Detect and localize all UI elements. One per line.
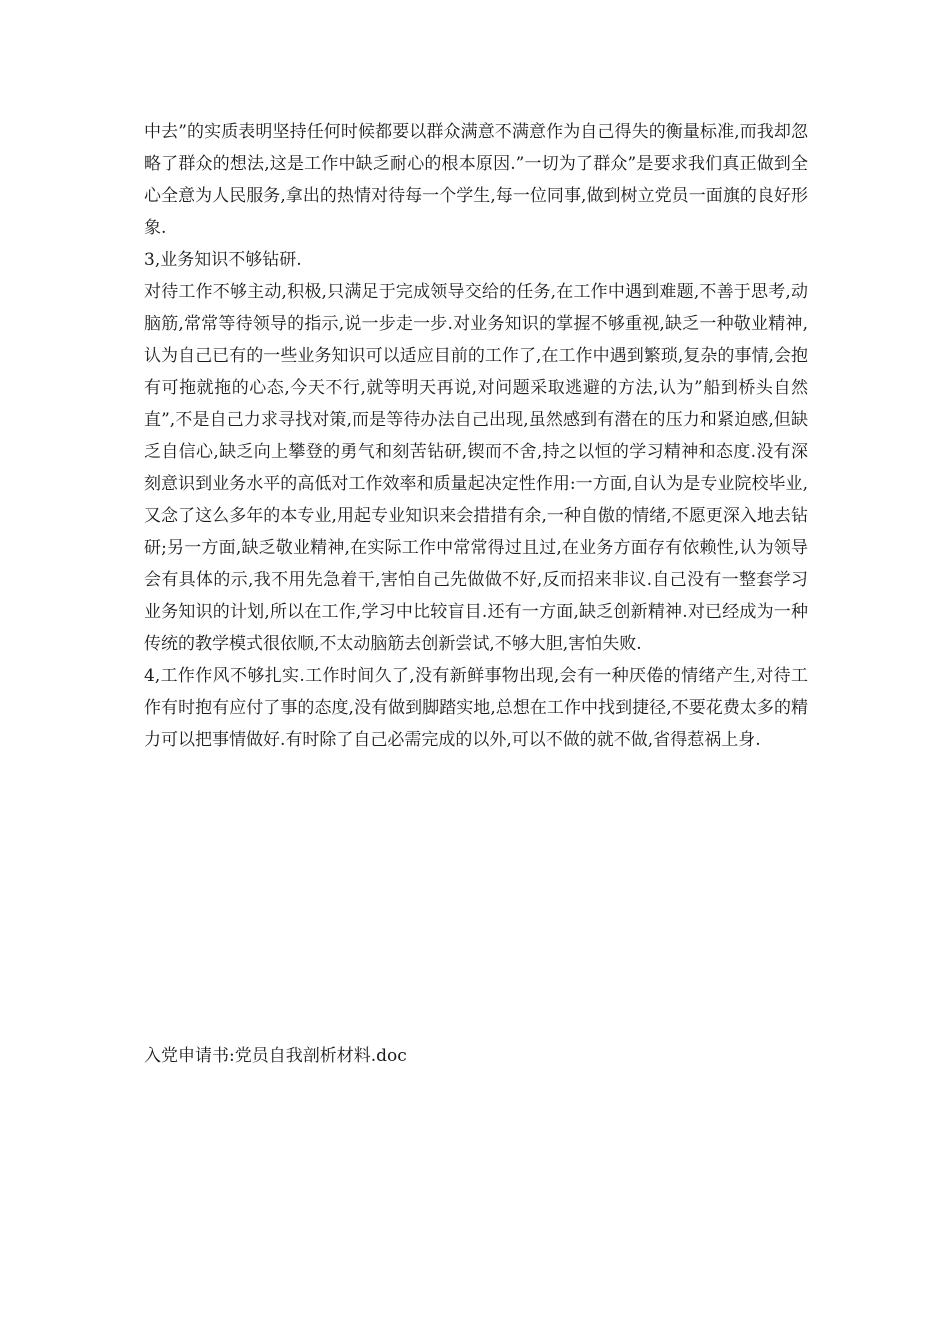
paragraph-4: 4,工作作风不够扎实.工作时间久了,没有新鲜事物出现,会有一种厌倦的情绪产生,对待工作有时抱有应付了事的态度,没有做到脚踏实地,总想在工作中找到捷径,不要花费太多的精力可以把事情做好.有时除了自己必需完成的以外,可以不做的就不做,省得惹祸上身. [144,666,808,750]
document-body [144,116,808,756]
document-footer-title: 入党申请书:党员自我剖析材料.doc [144,1046,407,1066]
paragraph-1: 中去”的实质表明坚持任何时候都要以群众满意不满意作为自己得失的衡量标准,而我却忽略了群众的想法,这是工作中缺乏耐心的根本原因.”一切为了群众”是要求我们真正做到全心全意为人民服务,拿出的热情对待每一个学生,每一位同事,做到树立党员一面旗的良好形象. [144,122,808,238]
paragraph-3: 对待工作不够主动,积极,只满足于完成领导交给的任务,在工作中遇到难题,不善于思考,动脑筋,常常等待领导的指示,说一步走一步.对业务知识的掌握不够重视,缺乏一种敬业精神,认为自己已有的一些业务知识可以适应目前的工作了,在工作中遇到繁琐,复杂的事情,会抱有可拖就拖的心态,今天不行,就等明天再说,对问题采取逃避的方法,认为”船到桥头自然直”,不是自己力求寻找对策,而是等待办法自己出现,虽然感到有潜在的压力和紧迫感,但缺乏自信心,缺乏向上攀登的勇气和刻苦钻研,锲而不舍,持之以恒的学习精神和态度.没有深刻意识到业务水平的高低对工作效率和质量起决定性作用:一方面,自认为是专业院校毕业,又念了这么多年的本专业,用起专业知识来会措措有余,一种自傲的情绪,不愿更深入地去钻研;另一方面,缺乏敬业精神,在实际工作中常常得过且过,在业务方面存有依赖性,认为领导会有具体的示,我不用先急着干,害怕自己先做做不好,反而招来非议.自己没有一整套学习业务知识的计划,所以在工作,学习中比较盲目.还有一方面,缺乏创新精神.对已经成为一种传统的教学模式很依顺,不太动脑筋去创新尝试,不够大胆,害怕失败. [144,282,808,654]
paragraph-2-heading: 3,业务知识不够钻研. [144,250,302,270]
